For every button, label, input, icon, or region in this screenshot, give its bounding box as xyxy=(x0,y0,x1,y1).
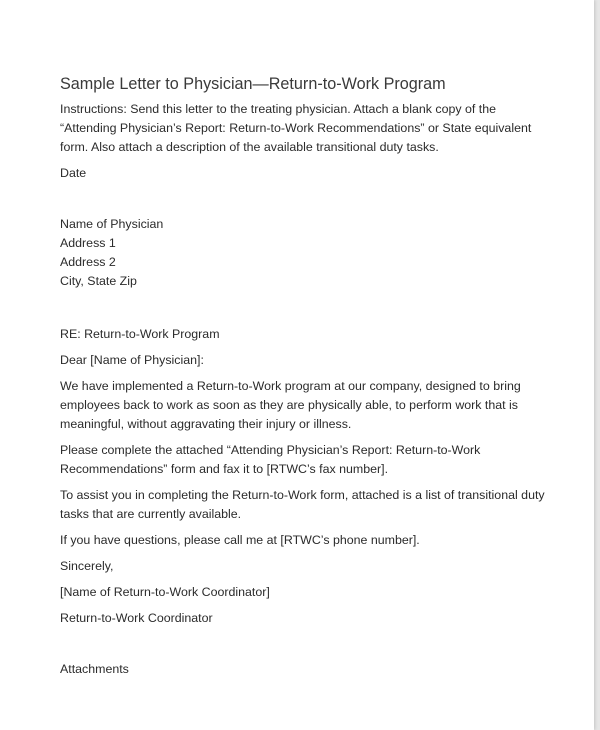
letter-content xyxy=(60,74,550,679)
address-city: City, State Zip xyxy=(60,274,137,288)
address-line-2: Address 2 xyxy=(60,255,116,269)
re-line: RE: Return-to-Work Program xyxy=(60,327,220,341)
instructions-label: Instructions xyxy=(60,102,124,116)
body-paragraph: To assist you in completing the Return-to-Work form, attached is a list of transitional duty tasks that are currently available. xyxy=(60,488,545,521)
signer-title: Return-to-Work Coordinator xyxy=(60,611,213,625)
recipient-address xyxy=(60,215,550,291)
address-name: Name of Physician xyxy=(60,217,164,231)
closing: Sincerely, xyxy=(60,559,114,573)
instructions-text: : Send this letter to the treating physician. Attach a blank copy of the “Attending Physician’s Report: Return-to-Work Recommendations” or State equivalent form. Also attach a description of the available transitional duty tasks. xyxy=(60,102,532,154)
address-line-1: Address 1 xyxy=(60,236,116,250)
date-line: Date xyxy=(60,166,87,180)
instructions xyxy=(60,100,550,157)
body-paragraph: Please complete the attached “Attending Physician’s Report: Return-to-Work Recommendations” form and fax it to [RTWC’s fax number]. xyxy=(60,443,481,476)
attachments-label: Attachments xyxy=(60,662,129,676)
body-paragraph: We have implemented a Return-to-Work program at our company, designed to bring employees back to work as soon as they are physically able, to perform work that is meaningful, without aggravating their injury or illness. xyxy=(60,379,521,431)
salutation: Dear [Name of Physician]: xyxy=(60,353,204,367)
letter-title: Sample Letter to Physician—Return-to-Work Program xyxy=(60,75,446,93)
body-paragraph: If you have questions, please call me at [RTWC’s phone number]. xyxy=(60,533,420,547)
signer-name: [Name of Return-to-Work Coordinator] xyxy=(60,585,270,599)
